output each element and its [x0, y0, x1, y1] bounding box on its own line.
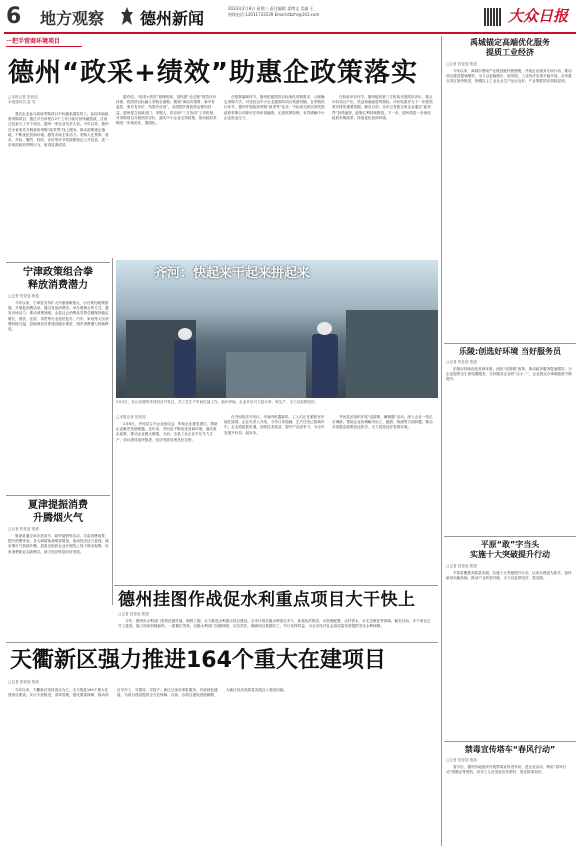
left-divider-1: [6, 262, 110, 263]
photo-helmet-1: [178, 328, 192, 340]
photo-workbench: [226, 352, 306, 398]
mid-col-3: 齐河县还组织开展“送政策、解难题”活动，深入企业一线走访调研，帮助企业协调解决用工、融资、物流等方面问题，推动各项惠企政策直达快享，全力营造良好发展环境。: [332, 415, 433, 430]
bottom-story-body: 今年以来，天衢新区坚持项目为王，全力推进164个重大在建项目建设，实行专班推进、清单管理，强化要素保障，推动项目早开工、早建设、早投产。新区还优化审批服务，开辟绿色通道，为项目建设提供全方位保障。目前，各项目建设进展顺利，为新区经济高质量发展注入强劲动能。: [8, 688, 288, 698]
water-story-body: 今年，德州市水利部门坚持挂图作战，倒排工期，全力推进水利重点项目建设。全市计划实施水利项目多个，涉及防洪排涝、水资源配置、农村供水、水生态修复等领域。截至目前，多个项目已开工建设，施工现场机械轰鸣，一派繁忙景象。各级水利部门加强调度，压实责任，确保项目按期完工、早日发挥效益，为全市经济社会高质量发展提供坚实水利保障。: [118, 619, 431, 629]
bottom-story-byline: □记者 贺爱迎 报道: [8, 680, 39, 684]
bottom-divider: [6, 642, 438, 643]
kicker-underline: [6, 46, 82, 47]
mid-byline: □本报记者 贺爱迎: [116, 415, 146, 419]
left-column-rule: [112, 258, 113, 605]
mid-col-2: 在齐河经济开发区，车间内机器轰鸣，工人们正在紧张有序地忙碌着。企业负责人介绍，今年订单饱满，生产任务已排到年中。企业将抢抓机遇，加快技术改造，提升产品竞争力，为全年发展开好局、起好步。: [224, 415, 325, 435]
main-col-3: 在预算编制环节，德州依据绩效目标细化采购需求，合理确定采购方式，对适宜由中小企业提供的项目预留份额。在采购执行环节，德州开展政府采购“政采贷”业务，中标成交供应商凭借政府采购合同即可在线申请融资，无需抵押担保，有效缓解中小企业资金压力。: [224, 95, 325, 120]
photo-worker-2: [312, 334, 338, 398]
right-divider-2: [444, 536, 576, 537]
bottom-story-headline: 天衢新区强力推进164个重大在建项目: [10, 648, 386, 673]
right-story-1-body: 今年以来，禹城市围绕产业链延链补链强链，开展企业服务专项行动，推动项目建设提速增效，全力以赴稳增长、促发展，工业经济实现平稳开局。全市重点项目加快推进，规模以上工业企业生产运行良好，产业集群效应持续显现。: [446, 69, 572, 84]
qr-code: [484, 8, 502, 26]
mid-divider: [114, 585, 438, 586]
factory-photo: [116, 260, 438, 398]
photo-machine-right: [346, 310, 438, 398]
right-divider-3: [444, 741, 576, 742]
main-col-2: 据介绍，“政采+绩效”管理机制，是构建“全过程”绩效评价体系，将绩效目标融入采购全流程，做到“事前有预算、事中有监控、事后有评价、结果有应用”，全面提升财政资金使用效益。德州建立财政部门、采购人、供应商“三方协同”工作机制，对采购项目开展绩效评价，落实中小企业支持政策，推动政府采购进一步规范化、透明化。: [116, 95, 217, 126]
right-story-3-headline: 平原“敢”字当头 实施十大突破提升行动: [470, 540, 550, 559]
right-story-4-byline: □记者 贺爱迎 报道: [446, 758, 477, 762]
right-story-1-byline: □记者 贺爱迎 报道: [446, 62, 477, 66]
right-story-3-byline: □记者 贺爱迎 报道: [446, 564, 477, 568]
photo-caption: 2月5日，在山东德州齐河经济开发区，员工在生产车间忙碌工作。新年伊始，企业开足马力抢订单、保生产，全力以赴拼经济。: [116, 400, 319, 404]
left-story-2-body: 夏津县通过举办美食节、商贸促销等活动，丰富消费场景，提升消费体验。各大商超客流明显增加，夜间经济活力显现，城市烟火气持续升腾。县里还组织企业开展线上线下联动促销，培育消费新业态新模式，助力经济恢复向好发展。: [8, 534, 109, 554]
left-story-1-headline: 宁津政策组合拳 释放消费潜力: [23, 267, 93, 291]
water-story-byline: □记者 贺爱迎 报道: [118, 612, 149, 616]
left-story-2-headline: 夏津提振消费 升腾烟火气: [28, 500, 88, 524]
water-story-headline: 德州挂图作战促水利重点项目大干快上: [118, 590, 416, 610]
mid-col-1: 2月6日，齐河县召开企业座谈会，听取企业意见建议，帮助企业解决发展难题。近年来，齐河县不断优化营商环境，落实惠企政策，推动企业做大做强。当前，全县工业企业开足马力生产，项目建设加快推进，经济发展呈现良好态势。: [116, 422, 218, 442]
left-story-1-byline: □记者 贺爱迎 报道: [8, 294, 39, 298]
right-story-2-body: 乐陵市持续优化营商环境，深化“放管服”改革，推动政务服务提速增效，为企业提供全生命周期服务，当好服务企业的“店小二”，企业群众办事满意度不断提升。: [446, 367, 572, 382]
right-divider-1: [444, 343, 576, 344]
main-col-4: 在验收评价环节，德州组织第三方机构开展绩效评价，重点评价项目产出、效益和满意度等指标，评价结果作为下一年度预算安排的重要依据。截至目前，全市已有数百家企业通过“政采贷”获得融资，政策红利持续释放。下一步，德州将进一步深化政府采购改革，持续优化营商环境。: [332, 95, 433, 120]
header-meta-line2: 热线电话:13011733539 Email:dbzhl@163.com: [228, 12, 320, 17]
page-number: 6: [6, 4, 22, 29]
right-story-4-body: 春节后，德州各地组织开展禁毒宣传进车站、进企业活动，利用“春风行动”招聘会等契机，向务工人员发放宣传资料，普及禁毒知识。: [446, 765, 567, 775]
header-rule: [4, 32, 576, 34]
right-story-3-body: 平原县聚焦高质量发展，实施十大突破提升行动，以项目建设为抓手，加快新旧动能转换，推动产业转型升级，全力以赴拼经济、抓发展。: [446, 571, 572, 581]
left-story-2-byline: □记者 贺爱迎 报道: [8, 527, 39, 531]
main-headline: 德州“政采+绩效”助惠企政策落实: [8, 58, 418, 88]
main-col-1: 我们企业参与政府采购项目中标越来越容易了。参加本地政府采购项目，通过平台申报仅2个工作日就可获得融资款，目前已经参与了多个项目。德州一家企业负责人说。今年以来，德州在全省率先开展政府采购“政采贷”线上服务，推动政策惠企落地，不断优化营商环境，激发市场主体活力。采购人在预算、需求、开标、履约、验收、评价等环节均按照规定公开信息，进一步规范政府采购行为，取得显著成效。: [8, 112, 109, 148]
right-story-2-byline: □记者 贺爱迎 报道: [446, 360, 477, 364]
right-column-rule: [441, 36, 442, 846]
photo-helmet-2: [317, 322, 332, 335]
right-story-4-headline: 禁毒宣传塔车“春风行动”: [464, 745, 556, 754]
tower-icon: [118, 6, 136, 26]
newspaper-logo: 大众日报: [508, 7, 569, 25]
right-story-2-headline: 乐陵:创选好环境 当好服务员: [459, 347, 561, 356]
right-story-1-headline: 禹城锚定高端优化服务 提质工业经济: [470, 38, 550, 57]
section-title: 地方观察: [40, 9, 105, 28]
header-meta: [228, 6, 478, 18]
photo-worker-1: [174, 340, 196, 398]
left-divider-2: [6, 495, 110, 496]
header-meta-line1: 2023年2月8日 星期三 责任编辑 姜博文 美编 王: [228, 6, 314, 11]
left-story-1-body: 今年以来，宁津县坚持扩大内需战略基点，出台系列政策措施，开展促消费活动，通过发放消费券、举办展销会等方式，激发市场活力，推动消费回暖。全县社会消费品零售总额保持稳定增长，餐饮、住宿、零售等行业加快复苏，汽车、家电等大宗消费持续升温，县域商业体系建设稳步推进，城乡消费潜力持续释放。: [8, 301, 109, 332]
photo-title: 齐河：快起来干起来拼起来: [154, 266, 311, 281]
main-byline: □本报记者 贺爱迎 本报通讯员 雷 雪: [8, 95, 38, 104]
city-news-title: 德州新闻: [140, 9, 205, 28]
kicker-label: 一把手营商环境项目: [6, 38, 61, 45]
